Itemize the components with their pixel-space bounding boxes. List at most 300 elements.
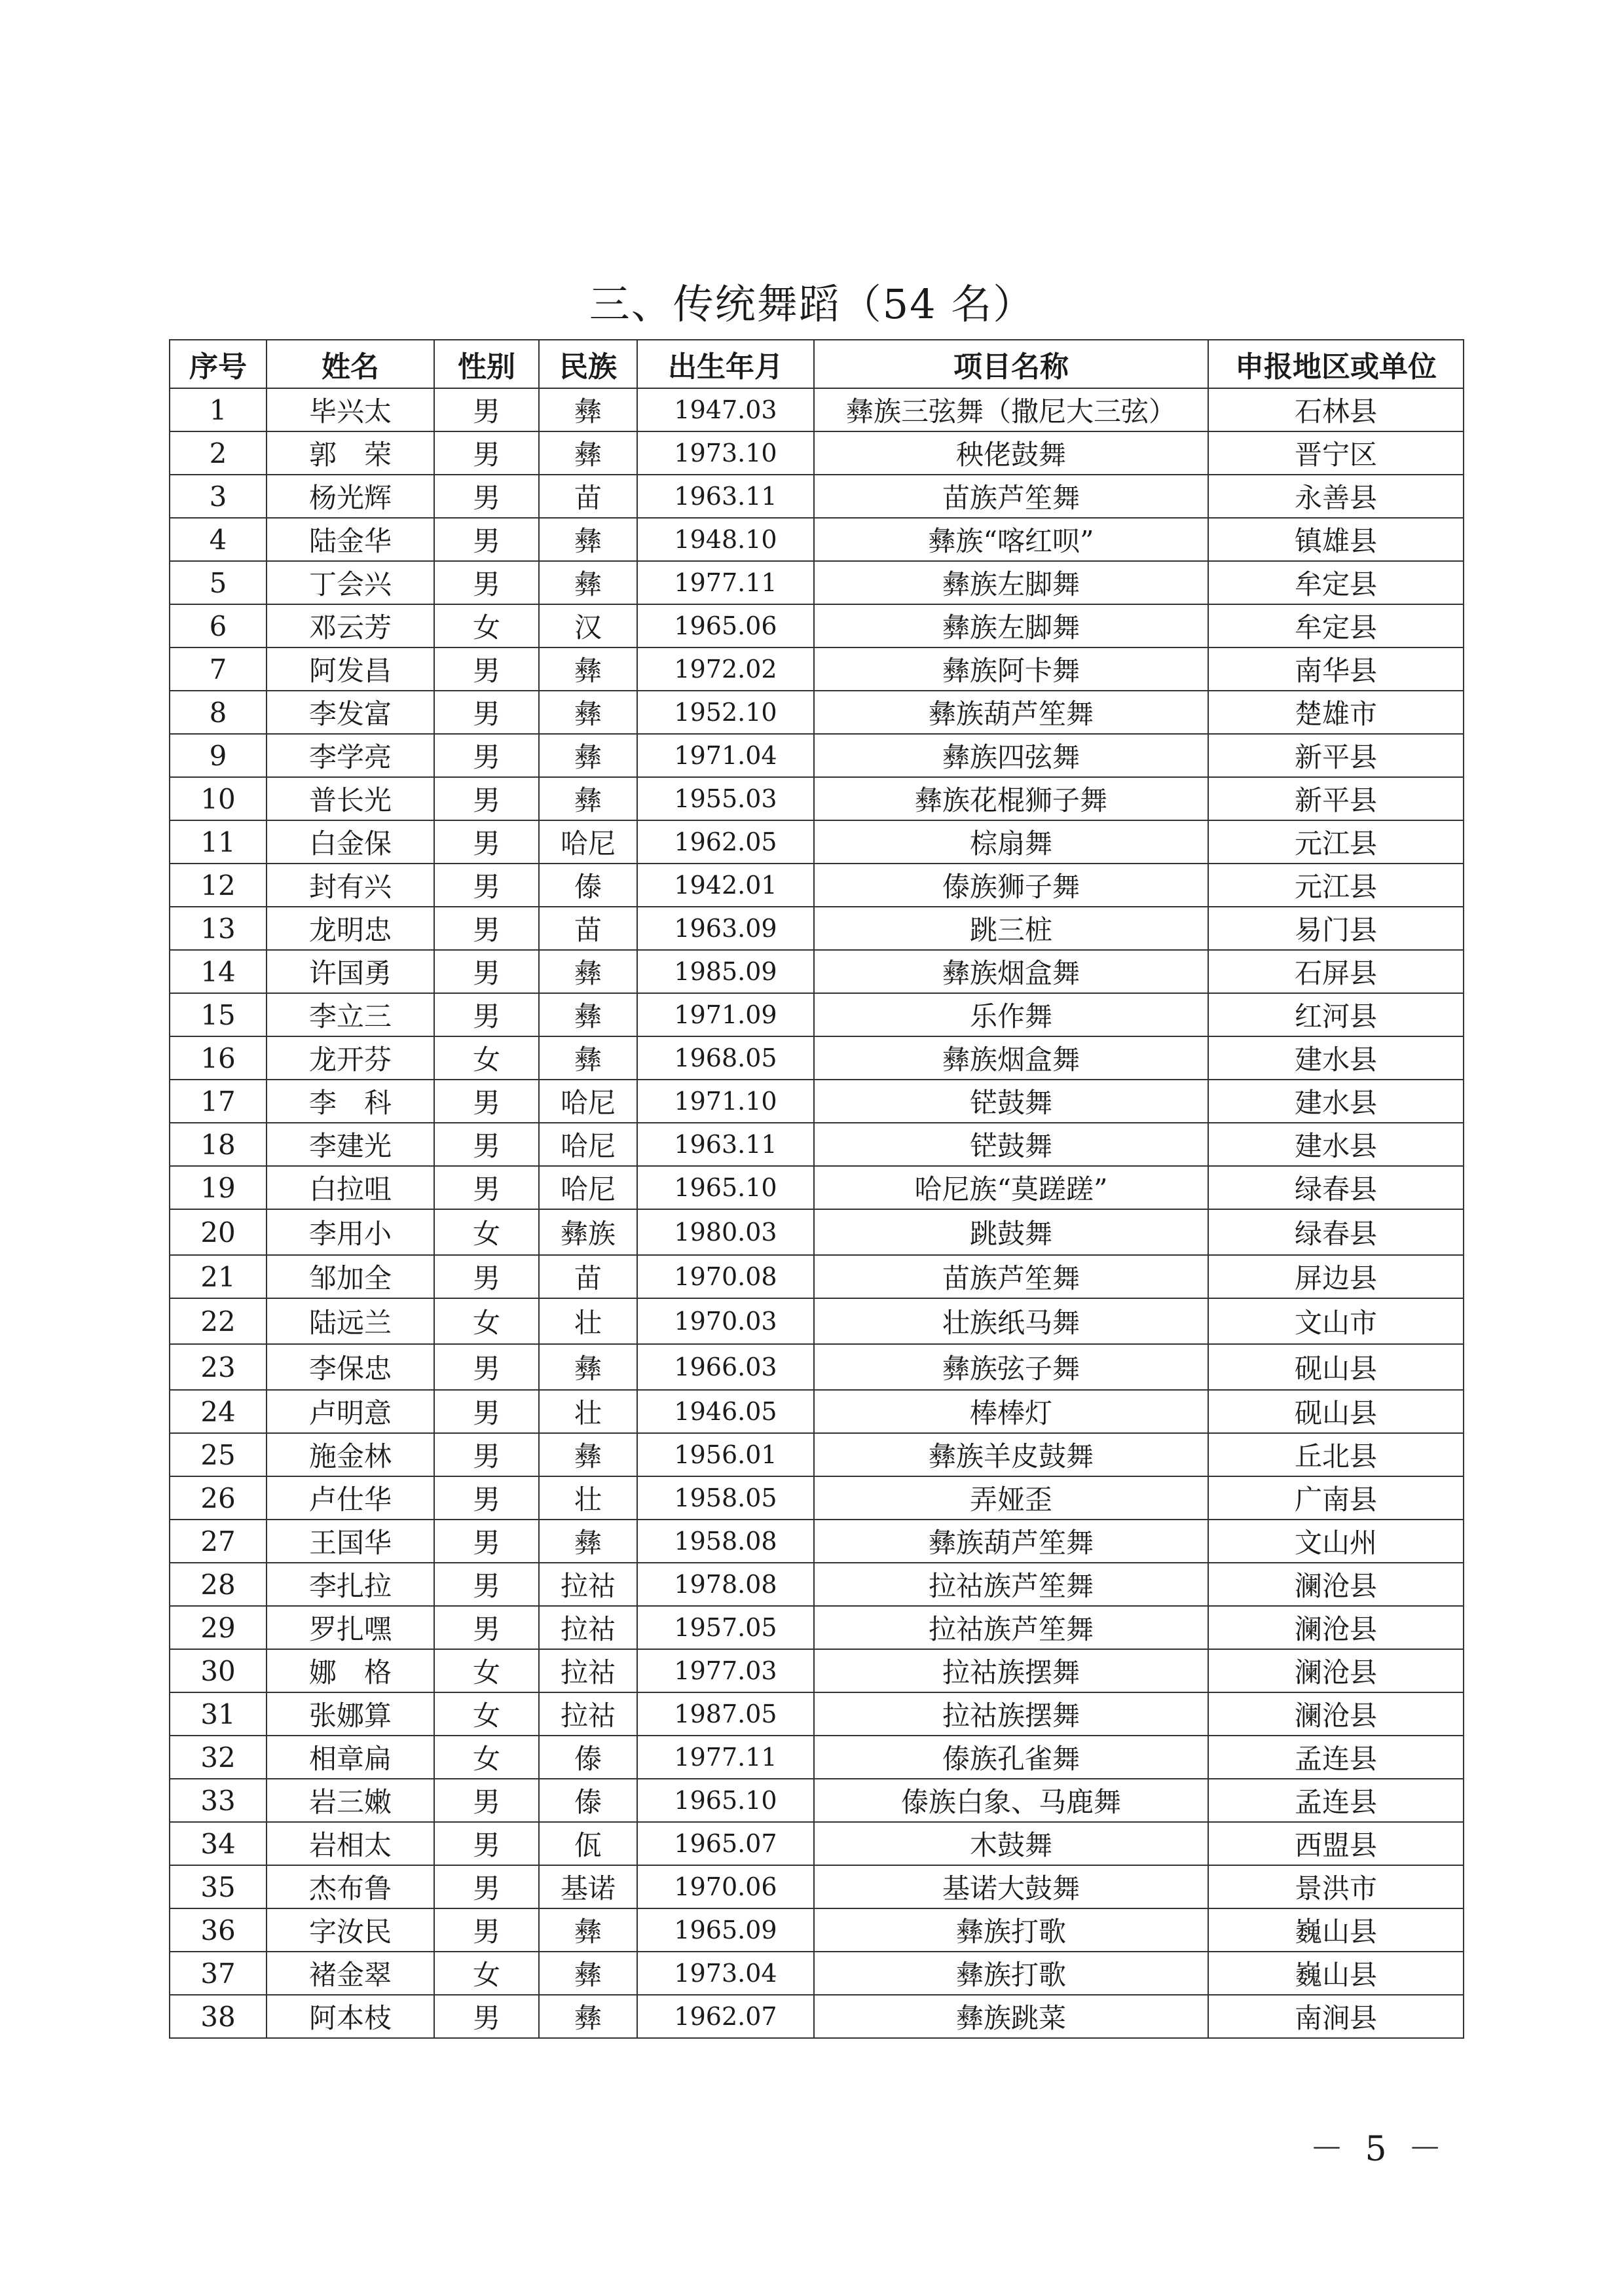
cell-ethnicity: 彝 <box>539 561 637 604</box>
cell-ethnicity: 壮 <box>539 1390 637 1433</box>
cell-region: 绿春县 <box>1208 1166 1464 1209</box>
cell-ethnicity: 哈尼 <box>539 1123 637 1166</box>
cell-name: 陆远兰 <box>267 1298 434 1344</box>
table-row <box>170 388 1464 431</box>
cell-region: 澜沧县 <box>1208 1692 1464 1736</box>
cell-gender: 男 <box>434 820 539 864</box>
cell-birth-date: 1977.03 <box>637 1649 814 1692</box>
table-row <box>170 1433 1464 1476</box>
cell-ethnicity: 彝 <box>539 647 637 691</box>
cell-ethnicity: 佤 <box>539 1822 637 1865</box>
cell-index: 27 <box>170 1520 267 1563</box>
cell-gender: 男 <box>434 1822 539 1865</box>
cell-birth-date: 1970.06 <box>637 1865 814 1908</box>
table-row <box>170 1606 1464 1649</box>
cell-project-name: 彝族弦子舞 <box>814 1344 1208 1390</box>
table-row <box>170 691 1464 734</box>
cell-ethnicity: 彝 <box>539 1952 637 1995</box>
cell-gender: 男 <box>434 734 539 777</box>
table-row <box>170 1908 1464 1952</box>
cell-project-name: 彝族四弦舞 <box>814 734 1208 777</box>
cell-name: 罗扎嘿 <box>267 1606 434 1649</box>
cell-project-name: 壮族纸马舞 <box>814 1298 1208 1344</box>
cell-ethnicity: 拉祜 <box>539 1563 637 1606</box>
cell-project-name: 彝族三弦舞（撒尼大三弦） <box>814 388 1208 431</box>
cell-birth-date: 1947.03 <box>637 388 814 431</box>
cell-index: 18 <box>170 1123 267 1166</box>
cell-name: 封有兴 <box>267 864 434 907</box>
table-row <box>170 820 1464 864</box>
cell-gender: 男 <box>434 907 539 950</box>
cell-index: 16 <box>170 1036 267 1080</box>
cell-birth-date: 1958.08 <box>637 1520 814 1563</box>
cell-region: 广南县 <box>1208 1476 1464 1520</box>
cell-project-name: 基诺大鼓舞 <box>814 1865 1208 1908</box>
cell-name: 卢仕华 <box>267 1476 434 1520</box>
cell-region: 丘北县 <box>1208 1433 1464 1476</box>
cell-gender: 男 <box>434 1123 539 1166</box>
cell-index: 10 <box>170 777 267 820</box>
cell-region: 新平县 <box>1208 734 1464 777</box>
cell-ethnicity: 彝 <box>539 1344 637 1390</box>
cell-name: 龙开芬 <box>267 1036 434 1080</box>
cell-project-name: 彝族葫芦笙舞 <box>814 1520 1208 1563</box>
table-row <box>170 734 1464 777</box>
cell-name: 褚金翠 <box>267 1952 434 1995</box>
table-row <box>170 1298 1464 1344</box>
cell-name: 李建光 <box>267 1123 434 1166</box>
cell-project-name: 彝族打歌 <box>814 1908 1208 1952</box>
table-body <box>170 388 1464 2038</box>
cell-gender: 男 <box>434 950 539 993</box>
cell-ethnicity: 苗 <box>539 1255 637 1298</box>
cell-name: 杰布鲁 <box>267 1865 434 1908</box>
cell-birth-date: 1971.10 <box>637 1080 814 1123</box>
cell-region: 晋宁区 <box>1208 431 1464 475</box>
cell-birth-date: 1942.01 <box>637 864 814 907</box>
cell-ethnicity: 拉祜 <box>539 1606 637 1649</box>
table-row <box>170 1736 1464 1779</box>
table-row <box>170 1563 1464 1606</box>
cell-project-name: 彝族左脚舞 <box>814 561 1208 604</box>
cell-name: 邓云芳 <box>267 604 434 647</box>
cell-gender: 男 <box>434 1255 539 1298</box>
column-header-birth-date: 出生年月 <box>637 340 814 388</box>
cell-project-name: 弄娅歪 <box>814 1476 1208 1520</box>
cell-gender: 女 <box>434 1952 539 1995</box>
cell-index: 21 <box>170 1255 267 1298</box>
cell-gender: 男 <box>434 1433 539 1476</box>
table-row <box>170 1036 1464 1080</box>
cell-name: 郭 荣 <box>267 431 434 475</box>
cell-gender: 男 <box>434 1520 539 1563</box>
cell-birth-date: 1962.07 <box>637 1995 814 2038</box>
cell-index: 25 <box>170 1433 267 1476</box>
cell-ethnicity: 哈尼 <box>539 820 637 864</box>
cell-region: 屏边县 <box>1208 1255 1464 1298</box>
cell-project-name: 铓鼓舞 <box>814 1123 1208 1166</box>
cell-project-name: 彝族羊皮鼓舞 <box>814 1433 1208 1476</box>
cell-ethnicity: 彝 <box>539 950 637 993</box>
cell-ethnicity: 彝 <box>539 431 637 475</box>
cell-ethnicity: 彝 <box>539 518 637 561</box>
cell-name: 李用小 <box>267 1209 434 1255</box>
cell-ethnicity: 彝 <box>539 691 637 734</box>
cell-birth-date: 1977.11 <box>637 1736 814 1779</box>
cell-birth-date: 1973.10 <box>637 431 814 475</box>
cell-index: 30 <box>170 1649 267 1692</box>
cell-region: 元江县 <box>1208 864 1464 907</box>
column-header-name: 姓名 <box>267 340 434 388</box>
cell-index: 29 <box>170 1606 267 1649</box>
cell-index: 22 <box>170 1298 267 1344</box>
cell-birth-date: 1963.11 <box>637 1123 814 1166</box>
cell-name: 字汝民 <box>267 1908 434 1952</box>
cell-birth-date: 1985.09 <box>637 950 814 993</box>
cell-region: 文山州 <box>1208 1520 1464 1563</box>
cell-birth-date: 1965.10 <box>637 1166 814 1209</box>
cell-project-name: 傣族孔雀舞 <box>814 1736 1208 1779</box>
cell-gender: 男 <box>434 864 539 907</box>
cell-index: 38 <box>170 1995 267 2038</box>
cell-project-name: 棕扇舞 <box>814 820 1208 864</box>
table-row <box>170 561 1464 604</box>
cell-name: 白拉咀 <box>267 1166 434 1209</box>
cell-project-name: 彝族烟盒舞 <box>814 950 1208 993</box>
cell-index: 36 <box>170 1908 267 1952</box>
column-header-project-name: 项目名称 <box>814 340 1208 388</box>
cell-birth-date: 1980.03 <box>637 1209 814 1255</box>
cell-gender: 男 <box>434 1390 539 1433</box>
cell-birth-date: 1973.04 <box>637 1952 814 1995</box>
cell-project-name: 苗族芦笙舞 <box>814 475 1208 518</box>
cell-birth-date: 1978.08 <box>637 1563 814 1606</box>
cell-ethnicity: 苗 <box>539 475 637 518</box>
cell-region: 南涧县 <box>1208 1995 1464 2038</box>
cell-birth-date: 1958.05 <box>637 1476 814 1520</box>
cell-gender: 男 <box>434 993 539 1036</box>
table-row <box>170 431 1464 475</box>
table-row <box>170 475 1464 518</box>
cell-index: 20 <box>170 1209 267 1255</box>
table-row <box>170 777 1464 820</box>
cell-name: 李立三 <box>267 993 434 1036</box>
cell-project-name: 彝族阿卡舞 <box>814 647 1208 691</box>
cell-ethnicity: 彝 <box>539 1520 637 1563</box>
cell-birth-date: 1963.11 <box>637 475 814 518</box>
cell-name: 李发富 <box>267 691 434 734</box>
cell-ethnicity: 傣 <box>539 1779 637 1822</box>
cell-birth-date: 1987.05 <box>637 1692 814 1736</box>
cell-birth-date: 1977.11 <box>637 561 814 604</box>
page-number: － 5 － <box>1310 2130 1448 2169</box>
table-row <box>170 1865 1464 1908</box>
cell-name: 王国华 <box>267 1520 434 1563</box>
cell-gender: 女 <box>434 1036 539 1080</box>
cell-index: 7 <box>170 647 267 691</box>
cell-name: 白金保 <box>267 820 434 864</box>
cell-project-name: 苗族芦笙舞 <box>814 1255 1208 1298</box>
table-row <box>170 864 1464 907</box>
cell-index: 17 <box>170 1080 267 1123</box>
table-row <box>170 1123 1464 1166</box>
cell-region: 孟连县 <box>1208 1736 1464 1779</box>
table-header-row <box>170 340 1464 388</box>
table-row <box>170 604 1464 647</box>
cell-region: 易门县 <box>1208 907 1464 950</box>
cell-region: 石屏县 <box>1208 950 1464 993</box>
cell-ethnicity: 彝 <box>539 993 637 1036</box>
cell-name: 李保忠 <box>267 1344 434 1390</box>
cell-project-name: 拉祜族摆舞 <box>814 1649 1208 1692</box>
cell-ethnicity: 彝 <box>539 777 637 820</box>
cell-gender: 男 <box>434 518 539 561</box>
cell-ethnicity: 傣 <box>539 1736 637 1779</box>
cell-index: 15 <box>170 993 267 1036</box>
cell-project-name: 拉祜族芦笙舞 <box>814 1606 1208 1649</box>
cell-gender: 男 <box>434 561 539 604</box>
cell-gender: 男 <box>434 1908 539 1952</box>
cell-index: 3 <box>170 475 267 518</box>
table-row <box>170 1822 1464 1865</box>
cell-gender: 男 <box>434 1080 539 1123</box>
cell-region: 楚雄市 <box>1208 691 1464 734</box>
cell-region: 孟连县 <box>1208 1779 1464 1822</box>
cell-name: 丁会兴 <box>267 561 434 604</box>
cell-index: 24 <box>170 1390 267 1433</box>
cell-index: 34 <box>170 1822 267 1865</box>
cell-index: 32 <box>170 1736 267 1779</box>
cell-project-name: 彝族花棍狮子舞 <box>814 777 1208 820</box>
cell-gender: 女 <box>434 604 539 647</box>
document-title: 三、传统舞蹈（54 名） <box>589 280 1035 328</box>
cell-region: 澜沧县 <box>1208 1563 1464 1606</box>
cell-gender: 男 <box>434 1166 539 1209</box>
cell-project-name: 秧佬鼓舞 <box>814 431 1208 475</box>
cell-region: 景洪市 <box>1208 1865 1464 1908</box>
cell-index: 5 <box>170 561 267 604</box>
cell-project-name: 棒棒灯 <box>814 1390 1208 1433</box>
cell-project-name: 哈尼族“莫蹉蹉” <box>814 1166 1208 1209</box>
cell-name: 卢明意 <box>267 1390 434 1433</box>
table-row <box>170 1344 1464 1390</box>
cell-index: 33 <box>170 1779 267 1822</box>
cell-index: 8 <box>170 691 267 734</box>
cell-ethnicity: 拉祜 <box>539 1692 637 1736</box>
cell-ethnicity: 彝 <box>539 1036 637 1080</box>
cell-project-name: 彝族左脚舞 <box>814 604 1208 647</box>
cell-birth-date: 1948.10 <box>637 518 814 561</box>
cell-birth-date: 1968.05 <box>637 1036 814 1080</box>
cell-name: 施金林 <box>267 1433 434 1476</box>
cell-gender: 男 <box>434 475 539 518</box>
table-row <box>170 1255 1464 1298</box>
cell-region: 新平县 <box>1208 777 1464 820</box>
cell-gender: 男 <box>434 388 539 431</box>
cell-region: 红河县 <box>1208 993 1464 1036</box>
cell-index: 19 <box>170 1166 267 1209</box>
cell-region: 澜沧县 <box>1208 1649 1464 1692</box>
cell-birth-date: 1971.04 <box>637 734 814 777</box>
table-row <box>170 993 1464 1036</box>
cell-index: 12 <box>170 864 267 907</box>
cell-name: 李 科 <box>267 1080 434 1123</box>
cell-index: 14 <box>170 950 267 993</box>
cell-name: 杨光辉 <box>267 475 434 518</box>
cell-birth-date: 1972.02 <box>637 647 814 691</box>
table-row <box>170 1080 1464 1123</box>
table-row <box>170 1995 1464 2038</box>
table-row <box>170 1166 1464 1209</box>
cell-region: 建水县 <box>1208 1123 1464 1166</box>
cell-ethnicity: 哈尼 <box>539 1166 637 1209</box>
cell-name: 邹加全 <box>267 1255 434 1298</box>
cell-name: 陆金华 <box>267 518 434 561</box>
cell-gender: 女 <box>434 1209 539 1255</box>
cell-gender: 男 <box>434 1563 539 1606</box>
cell-name: 娜 格 <box>267 1649 434 1692</box>
cell-gender: 女 <box>434 1736 539 1779</box>
cell-birth-date: 1957.05 <box>637 1606 814 1649</box>
cell-ethnicity: 壮 <box>539 1298 637 1344</box>
cell-birth-date: 1946.05 <box>637 1390 814 1433</box>
cell-region: 元江县 <box>1208 820 1464 864</box>
cell-gender: 男 <box>434 1779 539 1822</box>
cell-index: 28 <box>170 1563 267 1606</box>
cell-project-name: 拉祜族摆舞 <box>814 1692 1208 1736</box>
cell-ethnicity: 彝族 <box>539 1209 637 1255</box>
cell-gender: 男 <box>434 1606 539 1649</box>
cell-region: 绿春县 <box>1208 1209 1464 1255</box>
cell-ethnicity: 基诺 <box>539 1865 637 1908</box>
cell-birth-date: 1970.03 <box>637 1298 814 1344</box>
column-header-gender: 性别 <box>434 340 539 388</box>
cell-ethnicity: 彝 <box>539 734 637 777</box>
cell-name: 阿本枝 <box>267 1995 434 2038</box>
cell-name: 毕兴太 <box>267 388 434 431</box>
cell-project-name: 彝族烟盒舞 <box>814 1036 1208 1080</box>
column-header-region: 申报地区或单位 <box>1208 340 1464 388</box>
cell-birth-date: 1965.06 <box>637 604 814 647</box>
cell-region: 文山市 <box>1208 1298 1464 1344</box>
cell-index: 31 <box>170 1692 267 1736</box>
cell-gender: 男 <box>434 431 539 475</box>
inheritor-table <box>169 339 1464 2039</box>
table-row <box>170 1952 1464 1995</box>
table-row <box>170 1390 1464 1433</box>
cell-index: 1 <box>170 388 267 431</box>
cell-project-name: 拉祜族芦笙舞 <box>814 1563 1208 1606</box>
cell-gender: 男 <box>434 691 539 734</box>
cell-project-name: 傣族白象、马鹿舞 <box>814 1779 1208 1822</box>
cell-birth-date: 1965.07 <box>637 1822 814 1865</box>
cell-name: 相章扁 <box>267 1736 434 1779</box>
column-header-ethnicity: 民族 <box>539 340 637 388</box>
cell-project-name: 傣族狮子舞 <box>814 864 1208 907</box>
cell-birth-date: 1955.03 <box>637 777 814 820</box>
cell-gender: 女 <box>434 1298 539 1344</box>
cell-region: 牟定县 <box>1208 561 1464 604</box>
cell-region: 巍山县 <box>1208 1952 1464 1995</box>
cell-index: 23 <box>170 1344 267 1390</box>
cell-region: 石林县 <box>1208 388 1464 431</box>
cell-index: 6 <box>170 604 267 647</box>
cell-ethnicity: 哈尼 <box>539 1080 637 1123</box>
cell-region: 南华县 <box>1208 647 1464 691</box>
cell-project-name: 彝族葫芦笙舞 <box>814 691 1208 734</box>
cell-region: 建水县 <box>1208 1036 1464 1080</box>
cell-index: 11 <box>170 820 267 864</box>
cell-index: 26 <box>170 1476 267 1520</box>
cell-gender: 男 <box>434 1865 539 1908</box>
cell-gender: 男 <box>434 1344 539 1390</box>
cell-gender: 男 <box>434 647 539 691</box>
cell-ethnicity: 彝 <box>539 388 637 431</box>
cell-name: 岩三嫩 <box>267 1779 434 1822</box>
table-row <box>170 1692 1464 1736</box>
cell-project-name: 彝族“喀红呗” <box>814 518 1208 561</box>
cell-region: 牟定县 <box>1208 604 1464 647</box>
cell-birth-date: 1971.09 <box>637 993 814 1036</box>
cell-ethnicity: 彝 <box>539 1995 637 2038</box>
cell-gender: 男 <box>434 777 539 820</box>
cell-gender: 女 <box>434 1649 539 1692</box>
table-row <box>170 907 1464 950</box>
cell-name: 岩相太 <box>267 1822 434 1865</box>
cell-name: 李学亮 <box>267 734 434 777</box>
table-row <box>170 647 1464 691</box>
cell-ethnicity: 彝 <box>539 1433 637 1476</box>
cell-ethnicity: 傣 <box>539 864 637 907</box>
cell-gender: 男 <box>434 1995 539 2038</box>
cell-birth-date: 1965.10 <box>637 1779 814 1822</box>
cell-gender: 男 <box>434 1476 539 1520</box>
cell-name: 龙明忠 <box>267 907 434 950</box>
cell-region: 砚山县 <box>1208 1390 1464 1433</box>
cell-index: 9 <box>170 734 267 777</box>
table-row <box>170 1649 1464 1692</box>
table-row <box>170 1779 1464 1822</box>
column-header-index: 序号 <box>170 340 267 388</box>
cell-region: 巍山县 <box>1208 1908 1464 1952</box>
cell-project-name: 木鼓舞 <box>814 1822 1208 1865</box>
cell-gender: 女 <box>434 1692 539 1736</box>
table-row <box>170 518 1464 561</box>
cell-index: 4 <box>170 518 267 561</box>
cell-name: 阿发昌 <box>267 647 434 691</box>
table-row <box>170 1209 1464 1255</box>
table-row <box>170 1476 1464 1520</box>
cell-birth-date: 1963.09 <box>637 907 814 950</box>
cell-project-name: 彝族跳菜 <box>814 1995 1208 2038</box>
cell-index: 37 <box>170 1952 267 1995</box>
cell-ethnicity: 壮 <box>539 1476 637 1520</box>
cell-index: 13 <box>170 907 267 950</box>
cell-name: 普长光 <box>267 777 434 820</box>
cell-index: 2 <box>170 431 267 475</box>
cell-name: 张娜算 <box>267 1692 434 1736</box>
cell-region: 建水县 <box>1208 1080 1464 1123</box>
cell-project-name: 铓鼓舞 <box>814 1080 1208 1123</box>
table-row <box>170 950 1464 993</box>
cell-region: 澜沧县 <box>1208 1606 1464 1649</box>
cell-ethnicity: 汉 <box>539 604 637 647</box>
cell-birth-date: 1966.03 <box>637 1344 814 1390</box>
cell-project-name: 跳三桩 <box>814 907 1208 950</box>
cell-project-name: 乐作舞 <box>814 993 1208 1036</box>
cell-birth-date: 1962.05 <box>637 820 814 864</box>
cell-birth-date: 1956.01 <box>637 1433 814 1476</box>
